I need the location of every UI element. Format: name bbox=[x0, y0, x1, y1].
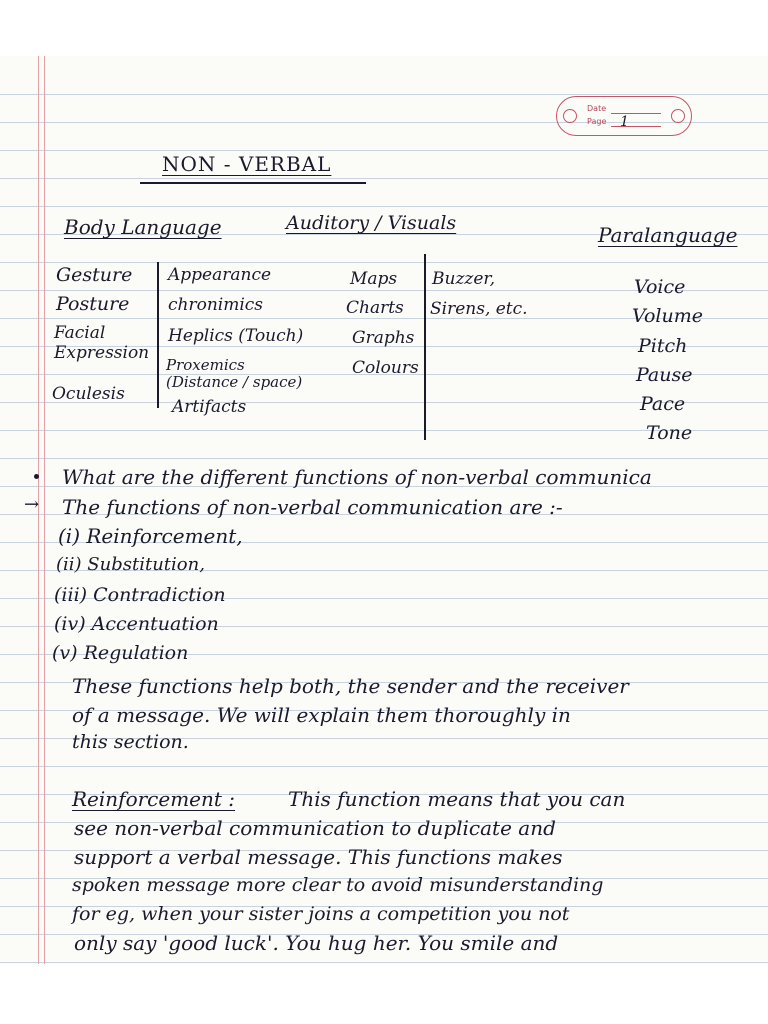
summary-line: this section. bbox=[72, 731, 189, 753]
stamp-ornament-icon bbox=[671, 109, 685, 123]
list-item: Appearance bbox=[168, 265, 272, 285]
summary-line: These functions help both, the sender and the receiver bbox=[72, 674, 629, 698]
heading-body-language: Body Language bbox=[64, 215, 222, 239]
list-item: Colours bbox=[352, 358, 419, 378]
list-item: Charts bbox=[346, 298, 404, 318]
page-title: NON - VERBAL bbox=[162, 152, 332, 176]
list-item: Heplics (Touch) bbox=[168, 326, 304, 346]
bullet-icon bbox=[34, 474, 39, 479]
stamp-ornament-icon bbox=[563, 109, 577, 123]
paragraph-line: only say 'good luck'. You hug her. You smile and bbox=[74, 931, 559, 955]
list-item: Posture bbox=[56, 293, 130, 315]
date-label: Date bbox=[587, 104, 607, 113]
page-number: 1 bbox=[620, 114, 629, 130]
list-item: Voice bbox=[634, 276, 686, 298]
page-label: Page bbox=[587, 117, 607, 126]
paragraph-line: This function means that you can bbox=[288, 787, 626, 811]
list-item: (iv) Accentuation bbox=[54, 613, 219, 635]
table-divider bbox=[157, 262, 159, 408]
paragraph-line: spoken message more clear to avoid misunderstanding bbox=[72, 874, 604, 896]
list-item: Pause bbox=[636, 364, 693, 386]
list-item: Oculesis bbox=[52, 384, 125, 404]
answer-intro: The functions of non-verbal communication are :- bbox=[62, 495, 563, 519]
notebook-page bbox=[0, 56, 768, 964]
list-item: Tone bbox=[646, 422, 693, 444]
list-item: Sirens, etc. bbox=[430, 299, 528, 319]
margin-line bbox=[44, 56, 45, 964]
title-underline bbox=[140, 182, 366, 184]
section-heading: Reinforcement : bbox=[72, 787, 236, 811]
list-item: Artifacts bbox=[172, 397, 247, 417]
arrow-icon: → bbox=[24, 494, 40, 515]
heading-auditory-visuals: Auditory / Visuals bbox=[286, 212, 457, 234]
heading-paralanguage: Paralanguage bbox=[598, 223, 738, 247]
list-item: (v) Regulation bbox=[52, 642, 189, 664]
list-item: chronimics bbox=[168, 295, 264, 315]
list-item: Graphs bbox=[352, 328, 415, 348]
summary-line: of a message. We will explain them thoroughly in bbox=[72, 703, 571, 727]
list-item: (iii) Contradiction bbox=[54, 584, 226, 606]
list-item: (i) Reinforcement, bbox=[58, 524, 243, 548]
list-item: Pace bbox=[640, 393, 686, 415]
page-fill-line bbox=[611, 126, 661, 127]
list-item: Maps bbox=[350, 269, 398, 289]
table-divider bbox=[424, 254, 426, 440]
list-item: Gesture bbox=[56, 264, 133, 286]
list-item: Buzzer, bbox=[432, 269, 496, 289]
list-item: (ii) Substitution, bbox=[56, 554, 205, 575]
list-item: Facial Expression bbox=[54, 323, 150, 363]
paragraph-line: see non-verbal communication to duplicate and bbox=[74, 816, 556, 840]
question-text: What are the different functions of non-verbal communica bbox=[62, 465, 652, 489]
list-item: Proxemics (Distance / space) bbox=[166, 356, 303, 392]
list-item: Volume bbox=[632, 305, 703, 327]
paragraph-line: for eg, when your sister joins a competition you not bbox=[72, 903, 570, 925]
list-item: Pitch bbox=[638, 335, 688, 357]
date-fill-line bbox=[611, 113, 661, 114]
paragraph-line: support a verbal message. This functions makes bbox=[74, 845, 563, 869]
